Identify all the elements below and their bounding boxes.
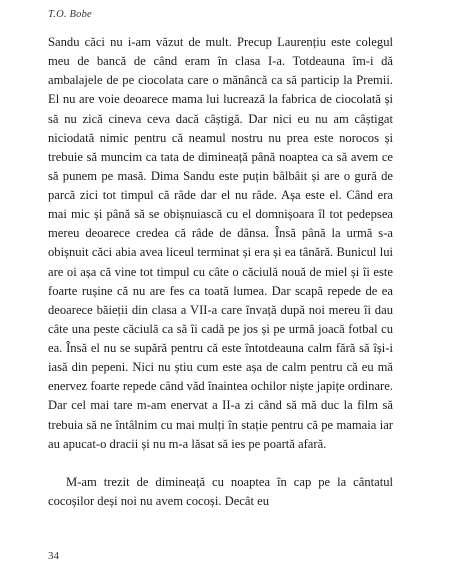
body-paragraph: M-am trezit de dimineață cu noaptea în cap pe la cântatul cocoșilor deși noi nu avem cocoși. Decât eu: [48, 474, 393, 508]
page-body-text: [48, 33, 393, 511]
running-head-author: T.O. Bobe: [48, 9, 92, 20]
page-number: 34: [48, 550, 59, 562]
body-paragraph: Sandu căci nu i-am văzut de mult. Precup Laurențiu este colegul meu de bancă de când eram în clasa I-a. Totdeauna îm-i dă ambalajele de pe ciocolata care o mănâncă ca să particip la Premii. El nu are voie deoarece mama lui lucrează la fabrica de ciocolată și să nu zică cineva ceva dacă câștigă. Dar nici eu nu am câștigat niciodată nimic pentru că neamul nostru nu prea este norocos și trebuie să muncim ca tata de dimineață până noaptea ca să avem ce să punem pe masă. Dima Sandu este puțin bâlbâit și are o gură de parcă zici tot timpul că râde dar el nu râde. Așa este el. Când era mai mic și până să se obișnuiască cu el domnișoara îl tot pedepsea mereu deoarece credea că râde de dânsa. Însă până la urmă s-a obișnuit căci abia avea liceul terminat și era și ea tânără. Bunicul lui are oi așa că vine tot timpul cu câte o căciulă nouă de miel și îi este foarte rușine că nu are fes ca toată lumea. Dar scapă repede de ea deoarece băieții din clasa a VII-a care învață după noi mereu îi dau câte una peste căciulă ca să îi cadă pe jos și pe urmă joacă fotbal cu ea. Însă el nu se supără pentru că este întotdeauna calm fără să își-i iasă din pepeni. Nici nu știu cum este așa de calm pentru că eu mă enervez foarte repede când văd înaintea ochilor niște japițe ordinare. Dar cel mai tare m-am enervat a II-a zi când să mă duc la film să trebuia să ne întâlnim cu mai mulți în stație pentru că pe mamaia iar au apucat-o dracii și nu m-a lăsat să ies pe poartă afară.: [48, 35, 393, 451]
